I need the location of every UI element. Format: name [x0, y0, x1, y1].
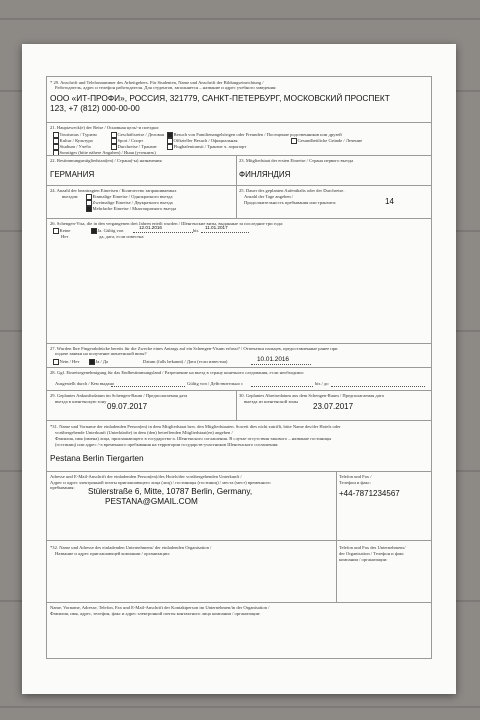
destination-value[interactable]: ГЕРМАНИЯ	[50, 170, 95, 179]
fingerprints-date[interactable]: 10.01.2016	[257, 356, 289, 363]
departure-label: 30. Geplantes Abreisedatum aus dem Schengen-Raum / Предполагаемая дата	[239, 393, 384, 398]
host-phone-value[interactable]: +44-7871234567	[339, 489, 400, 498]
contact-label: Name, Vorname, Adresse, Telefon, Fax und E-Mail-Anschrift der Kontaktperson im Unternehmen/in der Organisation /	[50, 605, 270, 610]
entries-double[interactable]: Zweimalige Einreise / Двукратного въезда	[86, 200, 173, 206]
first-entry-label: 23. Mitgliedstaat der ersten Einreise / Страна первого въезда	[239, 158, 354, 163]
contact-label-ru: Фамилия, имя, адрес, телефон, факс и адрес электронной почты контактного лица компании / организации:	[50, 611, 261, 616]
destination-row	[47, 155, 431, 185]
company-label: *32. Name und Adresse des einladenden Unternehmens/ der einladenden Organisation /	[50, 545, 212, 550]
arrival-label-ru: въезда в шенгенскую зону	[55, 399, 107, 404]
previous-visas-yes[interactable]: Ja. Gültig von	[91, 228, 123, 234]
first-entry-value[interactable]: ФИНЛЯНДИЯ	[239, 170, 291, 179]
entry-permit-issued: Ausgestellt durch / Кем выдано	[55, 381, 115, 386]
entries-row	[47, 185, 431, 218]
previous-visas-label: 26. Schengen-Visa, die in den vergangenen drei Jahren erteilt wurden / Шенгенские визы, выданные за последние три года:	[50, 221, 284, 226]
departure-label-ru: выезда из шенгенской зоны	[244, 399, 298, 404]
visa-form	[46, 76, 432, 659]
previous-visas-none-ru: Нет	[61, 234, 69, 239]
duration-label-ru: Продолжительность пребывания или транзита:	[244, 200, 337, 205]
purpose-airport-transit[interactable]: Flughafentransit / Транзит ч. аэропорт	[167, 144, 246, 150]
fingerprints-label: 27. Wurden Ihre Fingerabdrücke bereits für die Zwecke eines Antrags auf ein Schengen-Visum erfasst? / Отпечатки пальцев, предоставленные ранее при	[50, 346, 338, 351]
host-label-ru: Фамилия, имя (имена) лица, приглашающего в государство-а. Шенгенского соглашения. В случае отсутствия такового – название гостиницы	[55, 436, 332, 441]
email-value[interactable]: PESTANA@GMAIL.COM	[105, 497, 198, 506]
host-label: *31. Name und Vorname der einladenden Person(en) in dem Mitgliedstaat bzw. den Mitgliedstaaten. Soweit dies nicht zutrifft, bitte Name des/der Hotels oder	[50, 424, 341, 429]
duration-label-2: Anzahl der Tage angeben /	[244, 194, 294, 199]
contact-row	[47, 602, 431, 658]
entries-multiple[interactable]: Mehrfache Einreise / Многократного въезда	[86, 206, 176, 212]
company-label-ru: Название и адрес приглашающей компании / организации:	[55, 551, 170, 556]
purpose-business[interactable]: Geschäftsreise / Деловая	[111, 132, 164, 138]
company-phone-label: Telefon und Fax des Unternehmens/	[339, 545, 406, 550]
host-phone-label: Telefon und Fax /	[339, 474, 372, 479]
purpose-official[interactable]: Offizieller Besuch / Официальная	[167, 138, 238, 144]
entry-permit-valid-from: Gültig von / Действительно с	[187, 381, 244, 386]
purpose-transit[interactable]: Durchreise / Транзит	[111, 144, 157, 150]
fingerprints-label-ru: подаче заявки на получение шенгенской визы?	[55, 351, 147, 356]
host-phone-label-ru: Телефон и факс:	[339, 480, 371, 485]
host-row	[47, 420, 431, 471]
purpose-study[interactable]: Studium / Учеба	[53, 144, 91, 150]
address-label: Adresse und E-Mail-Anschrift der einladenden Person(en)/des Hotels/der vorübergehenden Unterkunft /	[50, 474, 242, 479]
purpose-row	[47, 122, 431, 155]
travel-dates-row	[47, 390, 431, 420]
previous-visa-to[interactable]: 11.01.2017	[205, 225, 228, 230]
previous-visas-yes-ru: да, дата, если известна	[99, 234, 144, 239]
entries-label: 24. Anzahl der beantragten Einreisen / Количество запрашиваемых	[50, 188, 177, 193]
purpose-label: 21. Hauptzweck(e) der Reise / Основная цель/-и поездки:	[50, 125, 160, 130]
purpose-family-visit[interactable]: Besuch von Familienangehörigen oder Freunden / Посещение родственников или друзей	[167, 132, 342, 138]
company-row	[47, 540, 431, 602]
address-label-ru-2: пребывания:	[50, 485, 75, 490]
purpose-medical[interactable]: Gesundheitliche Gründe / Лечение	[291, 138, 362, 144]
employer-value[interactable]: ООО «ИТ-ПРОФИ», РОССИЯ, 321779, САНКТ-ПЕТЕРБУРГ, МОСКОВСКИЙ ПРОСПЕКТ	[50, 93, 390, 103]
address-value[interactable]: Stülerstraße 6, Mitte, 10787 Berlin, Germany,	[88, 487, 253, 496]
fingerprints-row	[47, 343, 431, 367]
duration-label: 25. Dauer des geplanten Aufenthalts oder der Durchreise.	[239, 188, 345, 193]
arrival-date[interactable]: 09.07.2017	[107, 402, 148, 411]
previous-visas-row	[47, 218, 431, 343]
entry-permit-row	[47, 367, 431, 390]
host-value[interactable]: Pestana Berlin Tiergarten	[50, 453, 144, 463]
entries-label-ru: въездов:	[62, 194, 79, 199]
previous-visa-bis: bis	[193, 228, 199, 233]
employer-value-2[interactable]: 123, +7 (812) 000-00-00	[50, 103, 140, 113]
company-phone-label-ru: компании / организации:	[339, 557, 388, 562]
duration-value[interactable]: 14	[385, 197, 394, 206]
arrival-label: 29. Geplantes Ankunftsdatum im Schengen-Raum / Предполагаемая дата	[50, 393, 188, 398]
fingerprints-yes[interactable]: Ja / Да	[89, 359, 108, 365]
address-label-ru: Адрес и адрес электронной почты приглашающего лица (лиц) / гостиницы (гостиниц) / места (мест) временного	[50, 480, 271, 485]
fingerprints-no[interactable]: Nein / Нет	[53, 359, 79, 365]
employer-label-ru: Работодатель, адрес и телефон работодателя. Для студентов, заполняется – название и адрес учебного заведения:	[55, 85, 277, 90]
employer-label: * 29. Anschrift und Telefonnummer des Arbeitgebers. Für Studenten, Name und Anschrift der Bildungseinrichtung /	[50, 80, 264, 85]
entry-permit-valid-to: bis / до	[315, 381, 329, 386]
entries-single[interactable]: Einmalige Einreise / Однократного въезда	[86, 194, 173, 200]
purpose-sport[interactable]: Sport / Спорт	[111, 138, 143, 144]
entry-permit-label: 28. Ggf. Einreisegenehmigung für das Endbestimmungsland / Разрешение на въезд в страну конечного следования, если необходимо:	[50, 370, 305, 375]
previous-visa-from[interactable]: 12.01.2016	[139, 225, 162, 230]
fingerprints-date-label: Datum (falls bekannt) / Дата (если известна)	[143, 359, 228, 364]
address-row	[47, 471, 431, 540]
purpose-culture[interactable]: Kultur / Культура	[53, 138, 93, 144]
host-label-ru-2: (гостиниц) или адрес /-а временного пребывания на территории государств-участников Шенгенского соглашения:	[55, 442, 279, 447]
visa-application-page	[22, 44, 456, 694]
company-phone-label-2: der Organisation / Телефон и факс	[339, 551, 404, 556]
destination-label: 22. Bestimmungsmitgliedstaat(en) / Страна(-ы) назначения	[50, 158, 162, 163]
host-label-2: vorübergehende Unterkunft (Unterkünfte) in dem (den) betreffenden Mitgliedstaat(en) angeben /	[55, 430, 233, 435]
departure-date[interactable]: 23.07.2017	[313, 402, 354, 411]
purpose-other[interactable]: Sonstiges (bitte nähere Angaben) / Иная (уточнить)	[53, 150, 156, 156]
purpose-tourism[interactable]: Tourismus / Туризм	[53, 132, 97, 138]
previous-visas-none[interactable]: Keine	[53, 228, 70, 234]
